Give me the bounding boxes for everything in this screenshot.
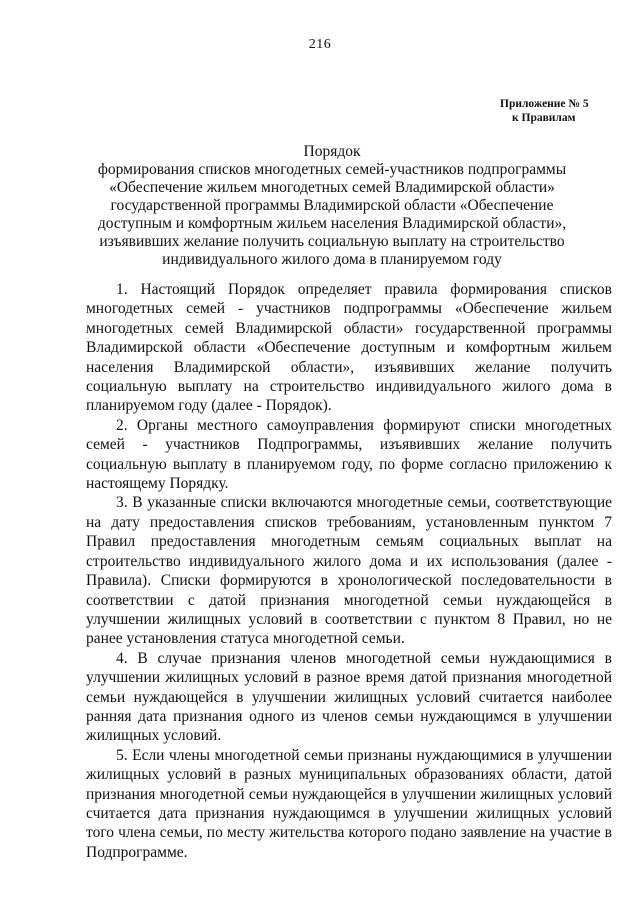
- document-title: [88, 143, 576, 269]
- page-number: 216: [308, 37, 332, 52]
- paragraph-2: 2. Органы местного самоуправления формируют списки многодетных семей - участников Подпрограммы, изъявивших желание получить социальную выплату в планируемом году, по форме согласно приложению к настоящему Порядку.: [86, 416, 612, 493]
- paragraph-5: 5. Если члены многодетной семьи признаны нуждающимися в улучшении жилищных условий в разных муниципальных образованиях области, датой признания многодетной семьи нуждающейся в улучшении жилищных условий считается дата признания нуждающимся в улучшении жилищных условий того члена семьи, по месту жительства которого подано заявление на участие в Подпрограмме.: [86, 746, 612, 861]
- paragraph-1: 1. Настоящий Порядок определяет правила формирования списков многодетных семей - участников подпрограммы «Обеспечение жильем многодетных семей Владимирской области» государственной программы Владимирской области «Обеспечение доступным и комфортным жильем населения Владимирской области», изъявивших желание получить социальную выплату на строительство индивидуального жилого дома в планируемом году (далее - Порядок).: [86, 281, 612, 415]
- paragraph-3: 3. В указанные списки включаются многодетные семьи, соответствующие на дату предоставления списков требованиям, установленным пунктом 7 Правил предоставления многодетным семьям социальных выплат на строительство индивидуального жилого дома и их использования (далее - Правила). Списки формируются в хронологической последовательности в соответствии с датой признания многодетной семьи нуждающейся в улучшении жилищных условий в соответствии с пунктом 8 Правил, но не ранее установления статуса многодетной семьи.: [86, 494, 612, 648]
- title-main: Порядок: [303, 143, 361, 160]
- document-body: [86, 280, 612, 862]
- appendix-line-2: к Правилам: [512, 112, 576, 124]
- appendix-line-1: Приложение № 5: [500, 98, 589, 110]
- paragraph-4: 4. В случае признания членов многодетной семьи нуждающимися в улучшении жилищных условий в разное время датой признания многодетной семьи нуждающейся в улучшении жилищных условий считается наиболее ранняя дата признания одного из членов семьи нуждающимся в улучшении жилищных условий.: [86, 649, 612, 745]
- title-subtitle: формирования списков многодетных семей-участников подпрограммы «Обеспечение жильем многодетных семей Владимирской области» государственной программы Владимирской области «Обеспечение доступным и комфортным жильем населения Владимирской области», изъявивших желание получить социальную выплату на строительство индивидуального жилого дома в планируемом году: [97, 161, 567, 268]
- appendix-reference: [500, 97, 589, 125]
